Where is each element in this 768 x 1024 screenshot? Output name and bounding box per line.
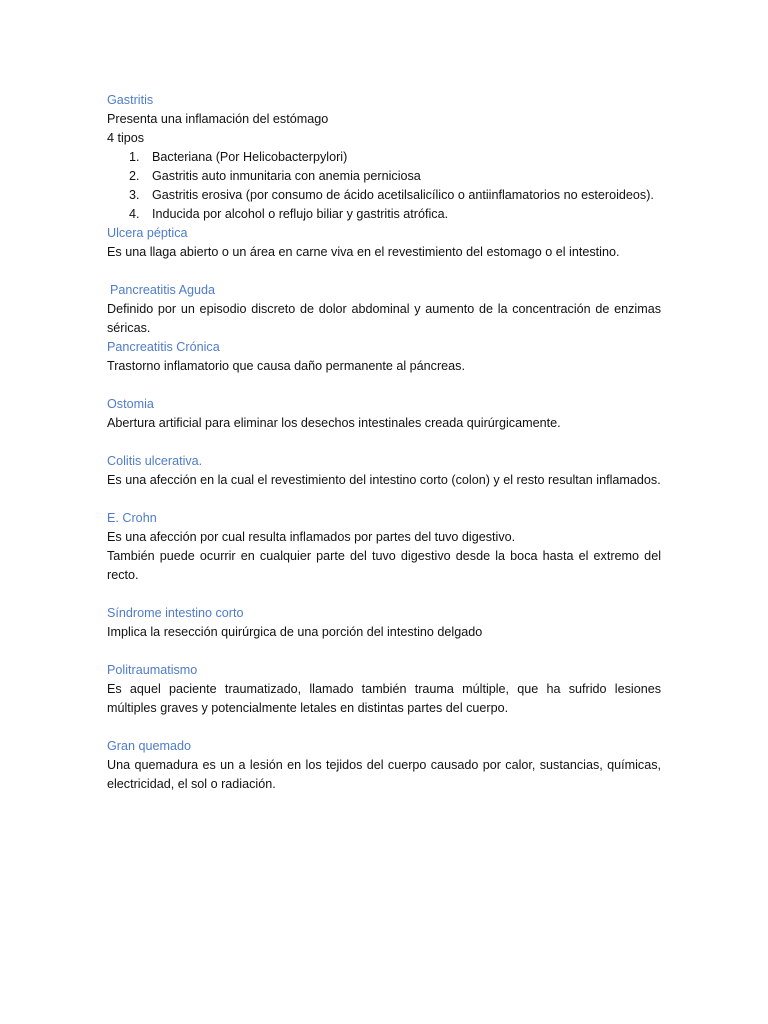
list-item (107, 167, 661, 186)
heading-gran-quemado: Gran quemado (107, 739, 192, 753)
gran-quemado-text: Una quemadura es un a lesión en los tejidos del cuerpo causado por calor, sustancias, químicas, electricidad, el sol o radiación. (107, 758, 661, 791)
spacer (107, 490, 661, 509)
list-item (107, 148, 661, 167)
list-number: 1. (129, 150, 140, 164)
heading-gastritis: Gastritis (107, 93, 154, 107)
sindrome-text: Implica la resección quirúrgica de una porción del intestino delgado (107, 625, 483, 639)
list-text: Gastritis erosiva (por consumo de ácido acetilsalicílico o antiinflamatorios no esteroideos). (152, 188, 654, 202)
list-text: Gastritis auto inmunitaria con anemia perniciosa (152, 169, 421, 183)
spacer (107, 718, 661, 737)
spacer (107, 376, 661, 395)
list-number: 2. (129, 169, 140, 183)
list-number: 3. (129, 188, 140, 202)
heading-pancreatitis-cronica: Pancreatitis Crónica (107, 340, 220, 354)
list-item (107, 186, 661, 205)
ulcera-text: Es una llaga abierto o un área en carne viva en el revestimiento del estomago o el intestino. (107, 245, 620, 259)
politraumatismo-text: Es aquel paciente traumatizado, llamado también trauma múltiple, que ha sufrido lesiones múltiples graves y potencialmente letales en distintas partes del cuerpo. (107, 682, 661, 715)
section-ulcera (107, 224, 661, 262)
gastritis-types-list (107, 148, 661, 224)
heading-crohn: E. Crohn (107, 511, 157, 525)
heading-ostomia: Ostomia (107, 397, 154, 411)
section-gran-quemado (107, 737, 661, 794)
heading-ulcera: Ulcera péptica (107, 226, 188, 240)
pancreatitis-cronica-text: Trastorno inflamatorio que causa daño permanente al páncreas. (107, 359, 465, 373)
section-pancreatitis-cronica (107, 338, 661, 376)
ostomia-text: Abertura artificial para eliminar los desechos intestinales creada quirúrgicamente. (107, 416, 561, 430)
crohn-text-2: También puede ocurrir en cualquier parte del tuvo digestivo desde la boca hasta el extremo del recto. (107, 549, 661, 582)
list-text: Inducida por alcohol o reflujo biliar y gastritis atrófica. (152, 207, 449, 221)
section-gastritis (107, 91, 661, 224)
heading-politraumatismo: Politraumatismo (107, 663, 198, 677)
section-sindrome (107, 604, 661, 642)
spacer (107, 642, 661, 661)
colitis-text: Es una afección en la cual el revestimiento del intestino corto (colon) y el resto resultan inflamados. (107, 473, 661, 487)
heading-colitis: Colitis ulcerativa. (107, 454, 203, 468)
list-text: Bacteriana (Por Helicobacterpylori) (152, 150, 348, 164)
heading-pancreatitis-aguda: Pancreatitis Aguda (110, 283, 216, 297)
section-politraumatismo (107, 661, 661, 718)
section-pancreatitis-aguda (107, 281, 661, 338)
spacer (107, 433, 661, 452)
gastritis-description: Presenta una inflamación del estómago (107, 112, 329, 126)
heading-sindrome: Síndrome intestino corto (107, 606, 244, 620)
list-item (107, 205, 661, 224)
pancreatitis-aguda-text: Definido por un episodio discreto de dolor abdominal y aumento de la concentración de enzimas séricas. (107, 302, 661, 335)
gastritis-types-count: 4 tipos (107, 131, 145, 145)
spacer (107, 585, 661, 604)
section-colitis (107, 452, 661, 490)
crohn-text-1: Es una afección por cual resulta inflamados por partes del tuvo digestivo. (107, 530, 516, 544)
section-ostomia (107, 395, 661, 433)
list-number: 4. (129, 207, 140, 221)
section-crohn (107, 509, 661, 585)
spacer (107, 262, 661, 281)
